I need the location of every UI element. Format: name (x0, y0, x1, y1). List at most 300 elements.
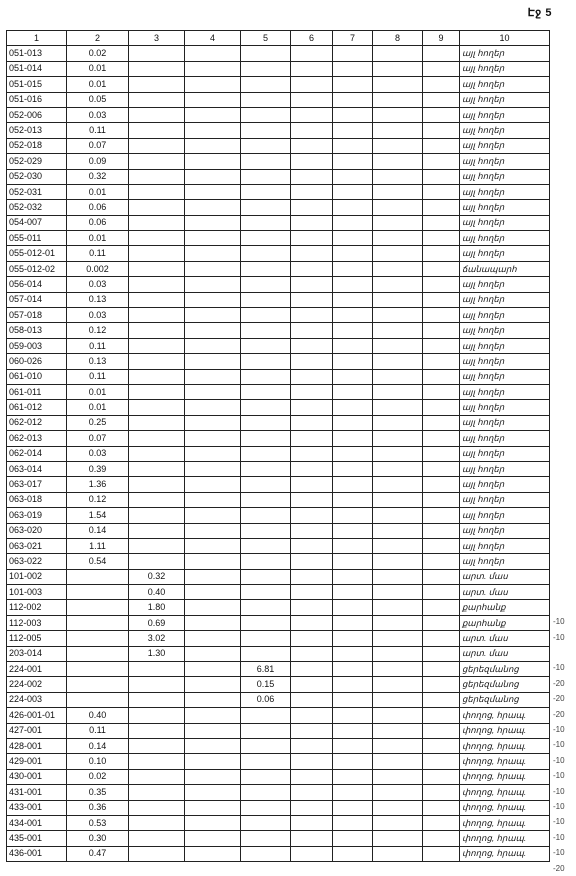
table-cell (373, 723, 423, 738)
table-cell (423, 92, 460, 107)
table-cell (67, 585, 129, 600)
table-cell (373, 754, 423, 769)
table-cell (67, 662, 129, 677)
table-cell: 0.11 (67, 369, 129, 384)
column-header-9: 9 (423, 31, 460, 46)
table-cell (423, 461, 460, 476)
table-cell (373, 61, 423, 76)
table-cell (185, 831, 241, 846)
table-cell (129, 138, 185, 153)
table-cell (291, 400, 333, 415)
table-cell: 0.11 (67, 338, 129, 353)
land-parcel-table (6, 30, 550, 862)
table-cell (423, 292, 460, 307)
table-cell (129, 354, 185, 369)
table-cell (333, 46, 373, 61)
table-row (7, 831, 550, 846)
table-cell (333, 446, 373, 461)
table-cell (241, 769, 291, 784)
table-cell (373, 184, 423, 199)
table-cell (423, 338, 460, 353)
table-cell (423, 169, 460, 184)
table-cell (291, 338, 333, 353)
table-cell (129, 261, 185, 276)
table-cell (291, 538, 333, 553)
table-cell (373, 308, 423, 323)
table-row (7, 615, 550, 630)
table-cell (373, 431, 423, 446)
table-cell (185, 369, 241, 384)
table-cell (129, 523, 185, 538)
table-cell: 101-003 (7, 585, 67, 600)
table-row (7, 723, 550, 738)
table-cell (129, 215, 185, 230)
table-cell (241, 631, 291, 646)
table-cell (129, 107, 185, 122)
table-cell (129, 369, 185, 384)
table-cell: 062-014 (7, 446, 67, 461)
table-cell (423, 154, 460, 169)
table-cell: այլ հողեր (460, 446, 550, 461)
table-cell (423, 677, 460, 692)
table-cell (373, 123, 423, 138)
table-row (7, 600, 550, 615)
table-cell (423, 138, 460, 153)
table-cell (67, 677, 129, 692)
table-cell (373, 569, 423, 584)
table-cell (241, 569, 291, 584)
table-cell (373, 831, 423, 846)
table-row (7, 107, 550, 122)
table-cell: 431-001 (7, 785, 67, 800)
table-cell: 224-001 (7, 662, 67, 677)
table-cell (185, 769, 241, 784)
table-cell (241, 554, 291, 569)
table-cell (373, 261, 423, 276)
table-cell (423, 46, 460, 61)
table-cell (423, 723, 460, 738)
table-cell: 0.15 (241, 677, 291, 692)
table-cell: 112-005 (7, 631, 67, 646)
table-row (7, 692, 550, 707)
margin-mark: -20 (553, 863, 565, 873)
table-cell (185, 46, 241, 61)
table-cell (373, 400, 423, 415)
table-cell: այլ հողեր (460, 354, 550, 369)
table-cell (373, 338, 423, 353)
table-cell: 061-011 (7, 384, 67, 399)
table-cell (333, 815, 373, 830)
table-cell (423, 631, 460, 646)
table-cell (129, 92, 185, 107)
table-cell (129, 231, 185, 246)
table-cell: 0.02 (67, 46, 129, 61)
page-number-label: Էջ 5 (527, 7, 552, 19)
table-cell (333, 169, 373, 184)
table-cell (423, 600, 460, 615)
margin-mark: -10 (553, 725, 565, 734)
column-header-6: 6 (291, 31, 333, 46)
table-row (7, 369, 550, 384)
table-cell: 051-013 (7, 46, 67, 61)
table-cell (423, 692, 460, 707)
table-cell: փողոց, հրապ. (460, 723, 550, 738)
table-cell (241, 154, 291, 169)
table-cell (291, 261, 333, 276)
table-cell (373, 215, 423, 230)
table-cell (129, 200, 185, 215)
table-cell (333, 292, 373, 307)
table-cell: 0.05 (67, 92, 129, 107)
table-row (7, 538, 550, 553)
table-row (7, 846, 550, 861)
table-cell: 051-014 (7, 61, 67, 76)
table-cell (291, 431, 333, 446)
table-cell (373, 369, 423, 384)
table-row (7, 231, 550, 246)
table-cell (291, 169, 333, 184)
table-cell (185, 785, 241, 800)
table-cell (373, 107, 423, 122)
table-cell (423, 384, 460, 399)
table-cell (423, 846, 460, 861)
table-cell (291, 723, 333, 738)
table-cell (291, 846, 333, 861)
table-row (7, 738, 550, 753)
table-cell (185, 184, 241, 199)
table-cell: 224-002 (7, 677, 67, 692)
table-cell (185, 292, 241, 307)
table-cell: այլ հողեր (460, 400, 550, 415)
table-cell (333, 338, 373, 353)
table-row (7, 461, 550, 476)
table-cell: 0.14 (67, 523, 129, 538)
table-cell (129, 785, 185, 800)
table-row (7, 662, 550, 677)
table-cell: 062-013 (7, 431, 67, 446)
table-cell (291, 154, 333, 169)
table-cell: 0.40 (67, 708, 129, 723)
table-cell (423, 754, 460, 769)
table-cell (423, 831, 460, 846)
table-cell (373, 585, 423, 600)
table-cell (67, 615, 129, 630)
table-cell (185, 662, 241, 677)
table-cell (333, 200, 373, 215)
table-cell: 0.01 (67, 77, 129, 92)
table-cell: այլ հողեր (460, 523, 550, 538)
table-cell (185, 446, 241, 461)
table-cell: 1.11 (67, 538, 129, 553)
table-cell (291, 508, 333, 523)
table-cell: 062-012 (7, 415, 67, 430)
table-cell: այլ հողեր (460, 61, 550, 76)
table-cell (241, 461, 291, 476)
table-cell (373, 446, 423, 461)
table-cell (185, 846, 241, 861)
margin-mark: -10 (553, 817, 565, 827)
table-cell: 0.54 (67, 554, 129, 569)
table-cell: փողոց, հրապ. (460, 846, 550, 861)
table-row (7, 492, 550, 507)
table-row (7, 769, 550, 784)
table-cell (373, 46, 423, 61)
table-cell (291, 61, 333, 76)
table-cell (129, 800, 185, 815)
table-cell (129, 846, 185, 861)
margin-mark: -20 (553, 678, 565, 688)
table-cell: 0.02 (67, 769, 129, 784)
table-cell (373, 246, 423, 261)
table-cell (185, 200, 241, 215)
table-cell: 055-011 (7, 231, 67, 246)
table-row (7, 708, 550, 723)
table-row (7, 292, 550, 307)
table-row (7, 277, 550, 292)
table-cell (291, 785, 333, 800)
table-cell: այլ հողեր (460, 477, 550, 492)
table-cell: այլ հողեր (460, 77, 550, 92)
table-cell (333, 184, 373, 199)
table-cell (423, 354, 460, 369)
table-cell (333, 569, 373, 584)
table-cell: 1.80 (129, 600, 185, 615)
margin-mark: -20 (553, 694, 565, 704)
table-cell (185, 646, 241, 661)
table-cell: այլ հողեր (460, 292, 550, 307)
table-cell (373, 600, 423, 615)
margin-mark: -10 (553, 617, 565, 627)
table-row (7, 138, 550, 153)
table-cell: ցերեզմանոց (460, 692, 550, 707)
table-cell (185, 308, 241, 323)
table-cell (185, 723, 241, 738)
table-cell (185, 477, 241, 492)
table-cell: 0.13 (67, 354, 129, 369)
table-cell (333, 554, 373, 569)
table-cell (333, 692, 373, 707)
table-row (7, 184, 550, 199)
margin-mark: -10 (553, 663, 565, 673)
table-cell (333, 723, 373, 738)
table-cell (373, 769, 423, 784)
table-cell: 3.02 (129, 631, 185, 646)
table-cell (241, 292, 291, 307)
table-cell (67, 631, 129, 646)
table-cell: 058-013 (7, 323, 67, 338)
table-cell (333, 508, 373, 523)
table-cell (291, 569, 333, 584)
table-row (7, 815, 550, 830)
table-cell: 1.54 (67, 508, 129, 523)
table-cell (241, 477, 291, 492)
table-cell: 0.01 (67, 400, 129, 415)
table-cell (129, 738, 185, 753)
table-cell (423, 431, 460, 446)
table-cell (241, 846, 291, 861)
table-cell (185, 600, 241, 615)
table-row (7, 523, 550, 538)
table-cell (373, 846, 423, 861)
table-cell (333, 323, 373, 338)
table-cell: 052-013 (7, 123, 67, 138)
table-cell (333, 231, 373, 246)
table-cell (185, 461, 241, 476)
table-cell (241, 446, 291, 461)
table-cell: փողոց, հրապ. (460, 800, 550, 815)
table-row (7, 446, 550, 461)
table-cell: 430-001 (7, 769, 67, 784)
column-header-10: 10 (460, 31, 550, 46)
table-cell (291, 631, 333, 646)
table-cell: ճանապարհ (460, 261, 550, 276)
table-row (7, 400, 550, 415)
table-cell (241, 384, 291, 399)
margin-mark: -10 (553, 848, 565, 858)
table-cell (423, 400, 460, 415)
table-row (7, 585, 550, 600)
table-cell (373, 800, 423, 815)
table-cell (185, 708, 241, 723)
table-cell (373, 692, 423, 707)
table-cell: 054-007 (7, 215, 67, 230)
table-cell: արտ. մաս (460, 631, 550, 646)
table-cell (333, 523, 373, 538)
table-cell: այլ հողեր (460, 338, 550, 353)
table-cell (373, 508, 423, 523)
table-cell (373, 477, 423, 492)
table-cell (423, 569, 460, 584)
table-cell: 0.09 (67, 154, 129, 169)
table-cell (373, 154, 423, 169)
table-cell (67, 692, 129, 707)
table-cell (241, 246, 291, 261)
table-cell (129, 754, 185, 769)
table-cell (129, 708, 185, 723)
table-cell (129, 461, 185, 476)
table-cell (423, 107, 460, 122)
table-cell (241, 831, 291, 846)
table-cell (423, 323, 460, 338)
table-cell: 052-032 (7, 200, 67, 215)
table-cell (333, 477, 373, 492)
table-cell (373, 231, 423, 246)
table-cell: 051-016 (7, 92, 67, 107)
table-cell (423, 277, 460, 292)
table-cell: այլ հողեր (460, 184, 550, 199)
table-cell (67, 600, 129, 615)
table-cell: 436-001 (7, 846, 67, 861)
table-cell (241, 754, 291, 769)
table-cell (333, 585, 373, 600)
table-cell: քարհանք (460, 600, 550, 615)
table-cell (333, 354, 373, 369)
table-cell (423, 261, 460, 276)
table-cell (423, 800, 460, 815)
table-cell (333, 308, 373, 323)
table-cell: 0.35 (67, 785, 129, 800)
table-cell: 063-020 (7, 523, 67, 538)
table-cell (291, 646, 333, 661)
table-cell (185, 338, 241, 353)
table-cell (129, 308, 185, 323)
table-cell (373, 662, 423, 677)
table-cell (423, 785, 460, 800)
table-cell (241, 323, 291, 338)
table-cell (241, 107, 291, 122)
table-cell: 427-001 (7, 723, 67, 738)
table-cell (185, 738, 241, 753)
table-row (7, 384, 550, 399)
table-cell: 0.06 (241, 692, 291, 707)
table-cell (333, 369, 373, 384)
table-cell: 224-003 (7, 692, 67, 707)
table-cell (333, 215, 373, 230)
table-row (7, 785, 550, 800)
table-cell: 0.12 (67, 492, 129, 507)
table-cell (333, 646, 373, 661)
table-cell: 0.14 (67, 738, 129, 753)
table-cell: 0.69 (129, 615, 185, 630)
table-cell (291, 738, 333, 753)
table-cell (291, 308, 333, 323)
table-cell: 6.81 (241, 662, 291, 677)
table-cell (185, 569, 241, 584)
table-cell: այլ հողեր (460, 138, 550, 153)
table-row (7, 677, 550, 692)
table-cell (129, 61, 185, 76)
table-cell (129, 831, 185, 846)
table-cell (291, 585, 333, 600)
table-cell (129, 338, 185, 353)
table-cell: փողոց, հրապ. (460, 785, 550, 800)
table-cell (241, 800, 291, 815)
table-cell (333, 831, 373, 846)
table-cell: 0.36 (67, 800, 129, 815)
table-cell (333, 846, 373, 861)
column-header-3: 3 (129, 31, 185, 46)
table-cell (185, 415, 241, 430)
table-cell (129, 292, 185, 307)
table-cell (373, 785, 423, 800)
table-cell (291, 354, 333, 369)
table-cell (185, 231, 241, 246)
table-cell: 0.25 (67, 415, 129, 430)
table-row (7, 800, 550, 815)
table-cell (373, 615, 423, 630)
table-cell (129, 554, 185, 569)
table-cell (291, 523, 333, 538)
table-row (7, 308, 550, 323)
table-cell: այլ հողեր (460, 46, 550, 61)
table-cell (291, 769, 333, 784)
table-cell (185, 677, 241, 692)
table-cell: 0.12 (67, 323, 129, 338)
table-cell (291, 46, 333, 61)
table-cell: 0.03 (67, 107, 129, 122)
table-cell: 0.32 (67, 169, 129, 184)
column-header-1: 1 (7, 31, 67, 46)
table-cell: փողոց, հրապ. (460, 815, 550, 830)
table-cell: 101-002 (7, 569, 67, 584)
table-cell (129, 323, 185, 338)
table-cell (185, 246, 241, 261)
table-cell (129, 400, 185, 415)
table-cell (241, 815, 291, 830)
table-cell (333, 615, 373, 630)
table-cell: այլ հողեր (460, 415, 550, 430)
table-cell (291, 615, 333, 630)
